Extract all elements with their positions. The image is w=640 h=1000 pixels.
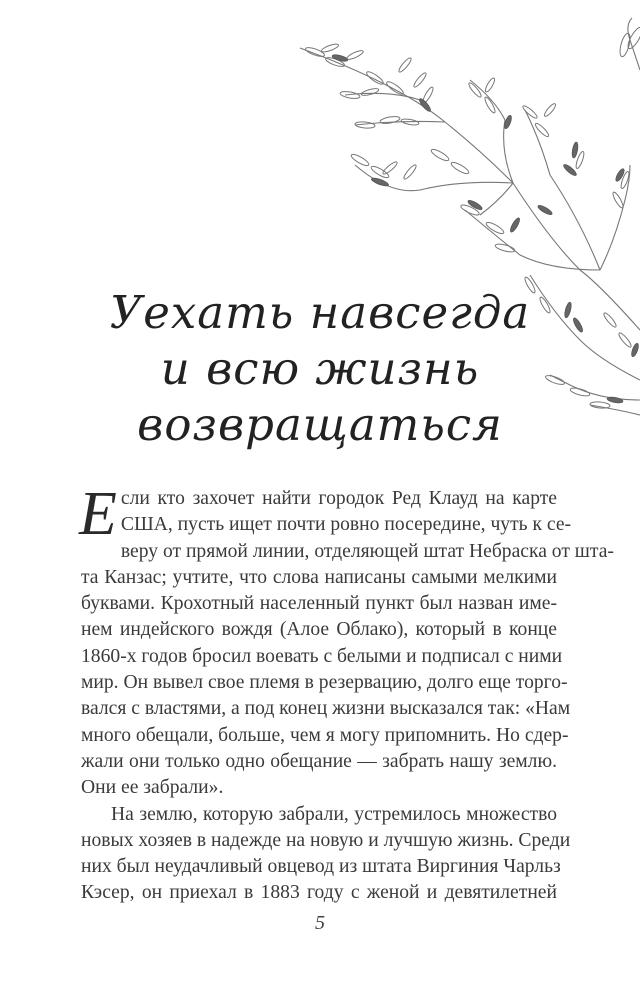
drop-cap: Е [79,480,117,548]
text-line: них был неудачливый овцевод из штата Виргиния Чарльз [81,856,561,878]
page-number: 5 [315,912,325,934]
text-line: США, пусть ищет почти ровно посередине, чуть к се- [120,514,572,536]
text-line: жали они только одно обещание — забрать нашу землю. [81,750,557,772]
chapter-title-line-3: возвращаться [137,398,503,451]
text-line: вался с властями, а под конец жизни высказался так: «Нам [81,698,571,720]
paragraph-2 [81,802,571,907]
chapter-title-line-2: и всю жизнь [160,342,480,395]
text-line: буквами. Крохотный населенный пункт был назван име- [81,593,557,615]
text-line: 1860-х годов бросил воевать с белыми и подписал с ними [81,645,563,667]
text-line: На землю, которую забрали, устремилось множество [111,803,557,825]
body-text [79,480,614,907]
text-line: мир. Он вывел свое племя в резервацию, долго еще торго- [81,672,568,694]
text-line: Они ее забрали». [81,777,224,799]
text-line: веру от прямой линии, отделяющей штат Небраска от шта- [120,540,614,562]
text-line: новых хозяев в надежде на новую и лучшую жизнь. Среди [81,829,571,851]
text-line: много обещали, больше, чем я могу припомнить. Но сдер- [81,724,569,746]
text-line: Кэсер, он приехал в 1883 году с женой и девятилетней [81,882,557,904]
text-line: та Канзас; учтите, что слова написаны самыми мелкими [81,566,557,588]
paragraph-1 [79,480,614,802]
chapter-title-line-1: Уехать навсегда [109,286,531,339]
chapter-title [100,285,540,453]
text-line: сли кто захочет найти городок Ред Клауд на карте [120,488,557,509]
text-line: нем индейского вождя (Алое Облако), который в конце [81,619,557,641]
